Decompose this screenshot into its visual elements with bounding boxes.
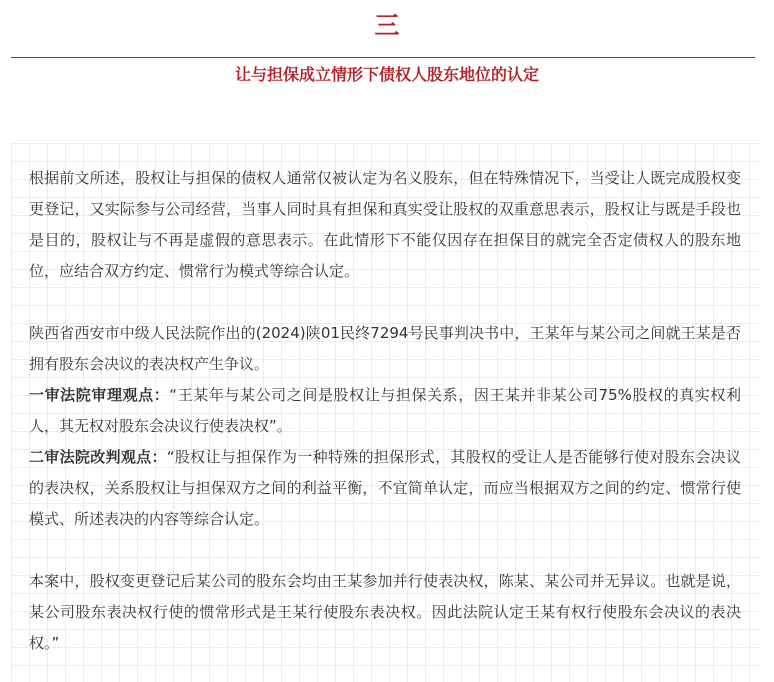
section-title: 让与担保成立情形下债权人股东地位的认定 xyxy=(234,65,539,84)
paragraph-first-instance xyxy=(29,380,741,442)
first-instance-text: “王某年与某公司之间是股权让与担保关系，因王某并非某公司75%股权的真实权利人，其无权对股东会决议行使表决权”。 xyxy=(29,386,741,435)
section-number: 三 xyxy=(374,11,400,40)
first-instance-label: 一审法院审理观点： xyxy=(29,386,170,404)
paragraph-intro: 根据前文所述，股权让与担保的债权人通常仅被认定为名义股东，但在特殊情况下，当受让人既完成股权变更登记，又实际参与公司经营，当事人同时具有担保和真实受让股权的双重意思表示，股权让与既是手段也是目的，股权让与不再是虚假的意思表示。在此情形下不能仅因存在担保目的就完全否定债权人的股东地位，应结合双方约定、惯常行为模式等综合认定。 xyxy=(29,169,741,280)
paragraph-gap xyxy=(29,287,741,318)
article-body xyxy=(29,163,741,659)
title-divider xyxy=(11,57,755,58)
paragraph-case: 陕西省西安市中级人民法院作出的(2024)陕01民终7294号民事判决书中，王某年与某公司之间就王某是否拥有股东会决议的表决权产生争议。 xyxy=(29,324,741,373)
second-instance-text: “股权让与担保作为一种特殊的担保形式，其股权的受让人是否能够行使对股东会决议的表决权，关系股权让与担保双方之间的利益平衡，不宜简单认定，而应当根据双方之间的约定、惯常行使模式、所述表决的内容等综合认定。 xyxy=(29,448,741,528)
paragraph-conclusion: 本案中，股权变更登记后某公司的股东会均由王某参加并行使表决权，陈某、某公司并无异议。也就是说，某公司股东表决权行使的惯常形式是王某行使股东表决权。因此法院认定王某有权行使股东会决议的表决权。” xyxy=(29,572,741,652)
second-instance-label: 二审法院改判观点： xyxy=(29,448,167,466)
paragraph-second-instance xyxy=(29,442,741,535)
paragraph-gap xyxy=(29,535,741,566)
